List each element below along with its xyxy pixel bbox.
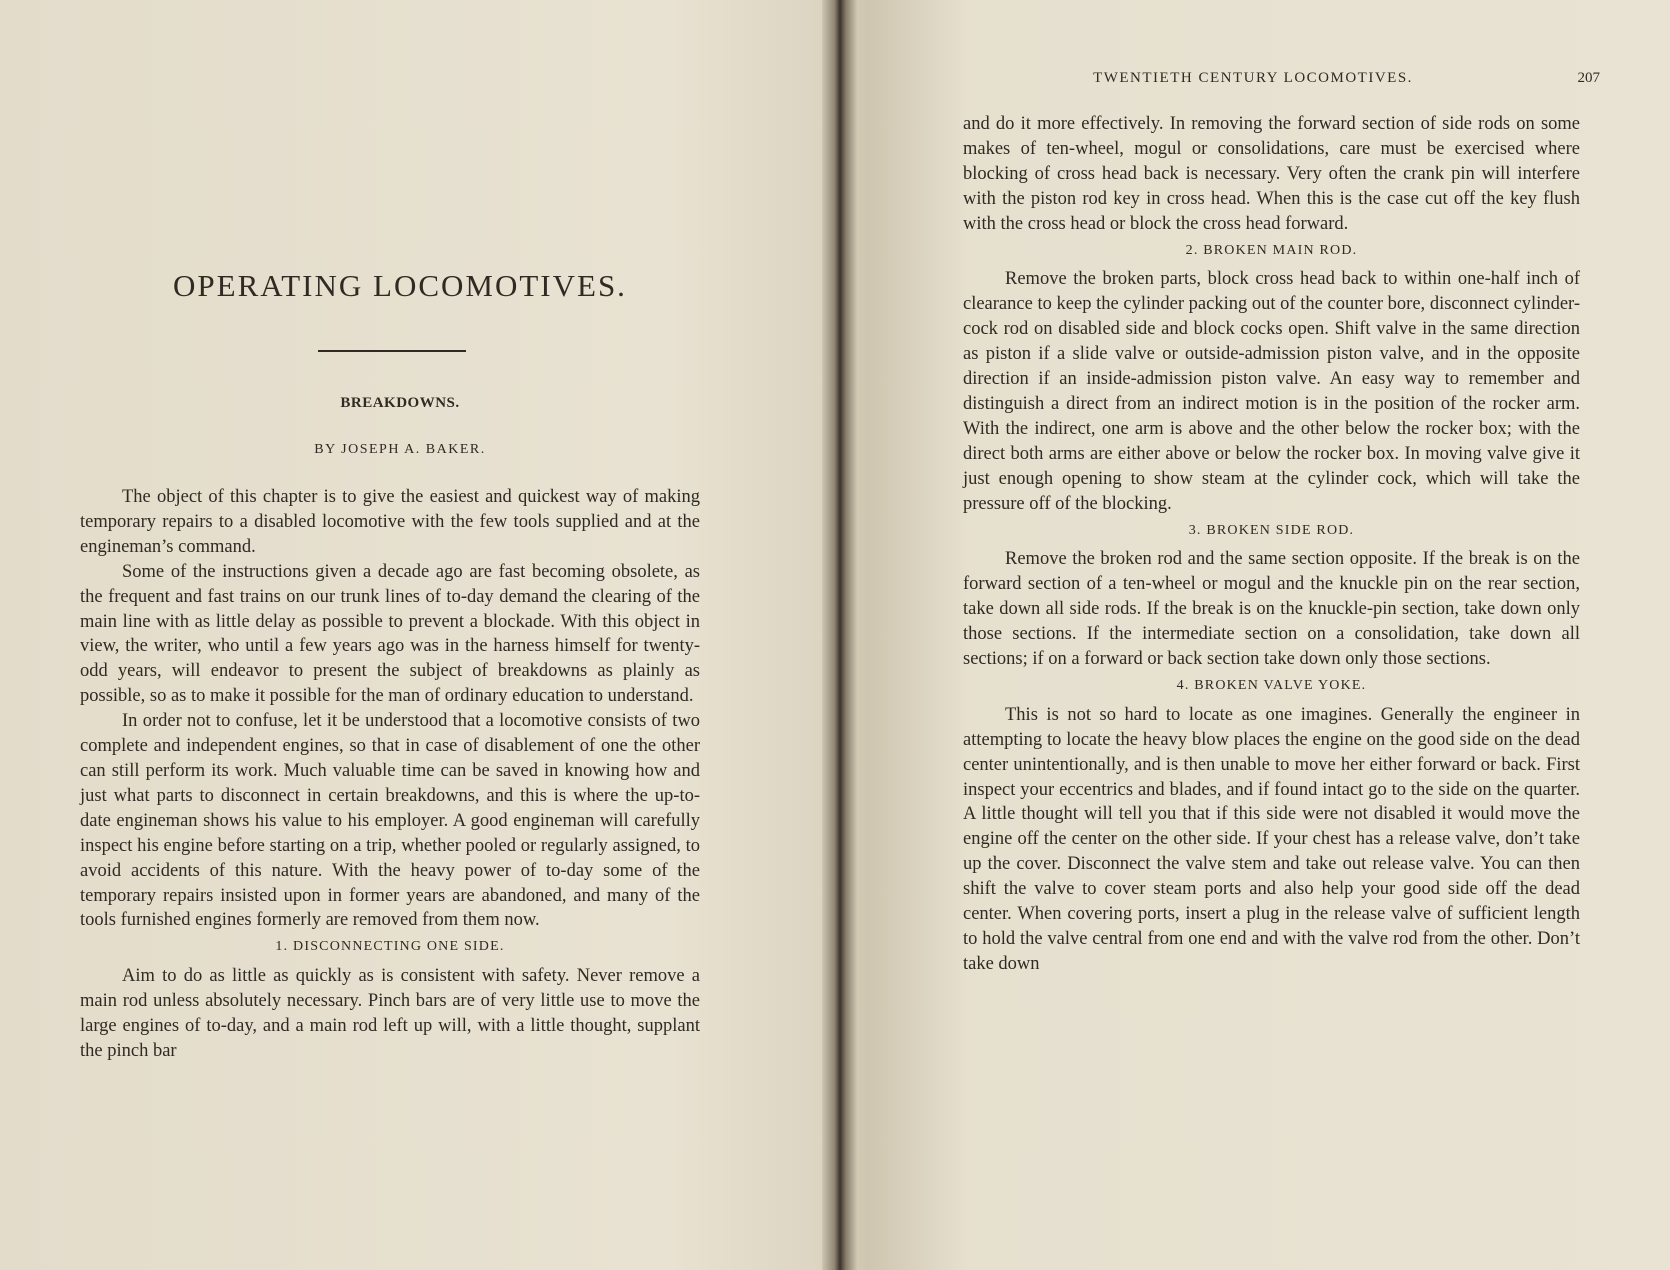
paragraph: Aim to do as little as quickly as is consistent with safety. Never remove a main rod unless absolutely necessary. Pinch bars are of very little use to move the large engines of to-day, and a main rod left up will, with a little thought, supplant the pinch bar	[80, 966, 700, 1061]
title-rule	[318, 350, 466, 352]
running-head: TWENTIETH CENTURY LOCOMOTIVES.	[1093, 70, 1413, 86]
subheading-broken-valve-yoke: 4. BROKEN VALVE YOKE.	[1176, 677, 1367, 693]
right-body-text	[963, 112, 1580, 977]
paragraph: In order not to confuse, let it be understood that a locomotive consists of two complete and independent engines, so that in case of disablement of one the other can still perform its work. Much valuable time can be saved in knowing how and just what parts to disconnect in certain breakdowns, and this is where the up-to-date engineman shows his value to his employer. A good engineman will carefully inspect his engine before starting on a trip, whether pooled or regularly assigned, to avoid accidents of this nature. With the heavy power of to-day some of the temporary repairs insisted upon in former years are abandoned, and many of the tools furnished engines formerly are removed from them now.	[80, 711, 700, 931]
paragraph: Remove the broken rod and the same section opposite. If the break is on the forward section of a ten-wheel or mogul and the knuckle pin on the rear section, take down all side rods. If the break is on the knuckle-pin section, take down only those sections. If the intermediate section on a consolidation, take down all sections; if on a forward or back section take down only those sections.	[963, 549, 1580, 670]
page-number: 207	[1577, 70, 1600, 86]
left-page	[0, 0, 822, 1270]
book-gutter	[822, 0, 858, 1270]
byline: BY JOSEPH A. BAKER.	[314, 442, 486, 457]
chapter-title: OPERATING LOCOMOTIVES.	[173, 268, 627, 303]
paragraph: Remove the broken parts, block cross head back to within one-half inch of clearance to keep the cylinder packing out of the counter bore, disconnect cylinder-cock rod on disabled side and block cocks open. Shift valve in the same direction as piston if a slide valve or outside-admission piston valve, and in the opposite direction if an inside-admission piston valve. An easy way to remember and distinguish a direct from an indirect motion is in the position of the rocker arm. With the indirect, one arm is above and the other below the rocker box; with the direct both arms are either above or below the rocker box. In moving valve give it just enough opening to show steam at the cylinder cock, which will take the pressure off of the blocking.	[963, 269, 1580, 514]
left-body-text	[80, 485, 700, 1064]
paragraph: Some of the instructions given a decade ago are fast becoming obsolete, as the frequent and fast trains on our trunk lines of to-day demand the clearing of the main line with as little delay as possible to prevent a blockade. With this object in view, the writer, who until a few years ago was in the harness himself for twenty-odd years, will endeavor to present the subject of breakdowns as plainly as possible, so as to make it possible for the man of ordinary education to understand.	[80, 561, 700, 707]
section-title: BREAKDOWNS.	[340, 395, 460, 411]
paragraph: This is not so hard to locate as one imagines. Generally the engineer in attempting to locate the heavy blow places the engine on the good side on the dead center unintentionally, and is then unable to move her either forward or back. First inspect your eccentrics and blades, and if found intact go to the side on the quarter. A little thought will tell you that if this side were not disabled it would move the engine off the center on the other side. If your chest has a release valve, don’t take up the cover. Disconnect the valve stem and take out release valve. You can then shift the valve to cover steam ports and also help your good side off the dead center. When covering ports, insert a plug in the release valve of sufficient length to hold the valve central from one end and with the valve rod from the other. Don’t take down	[963, 704, 1580, 974]
subheading-disconnecting-one-side: 1. DISCONNECTING ONE SIDE.	[275, 939, 505, 955]
right-page	[858, 0, 1670, 1270]
paragraph: and do it more effectively. In removing the forward section of side rods on some makes of ten-wheel, mogul or consolidations, care must be exercised where blocking of cross head back is necessary. Very often the crank pin will interfere with the piston rod key in cross head. When this is the case cut off the key flush with the cross head or block the cross head forward.	[963, 114, 1580, 234]
paragraph: The object of this chapter is to give the easiest and quickest way of making temporary repairs to a disabled locomotive with the few tools supplied and at the engineman’s command.	[80, 487, 700, 557]
subheading-broken-main-rod: 2. BROKEN MAIN ROD.	[1185, 242, 1358, 258]
subheading-broken-side-rod: 3. BROKEN SIDE ROD.	[1188, 522, 1355, 538]
